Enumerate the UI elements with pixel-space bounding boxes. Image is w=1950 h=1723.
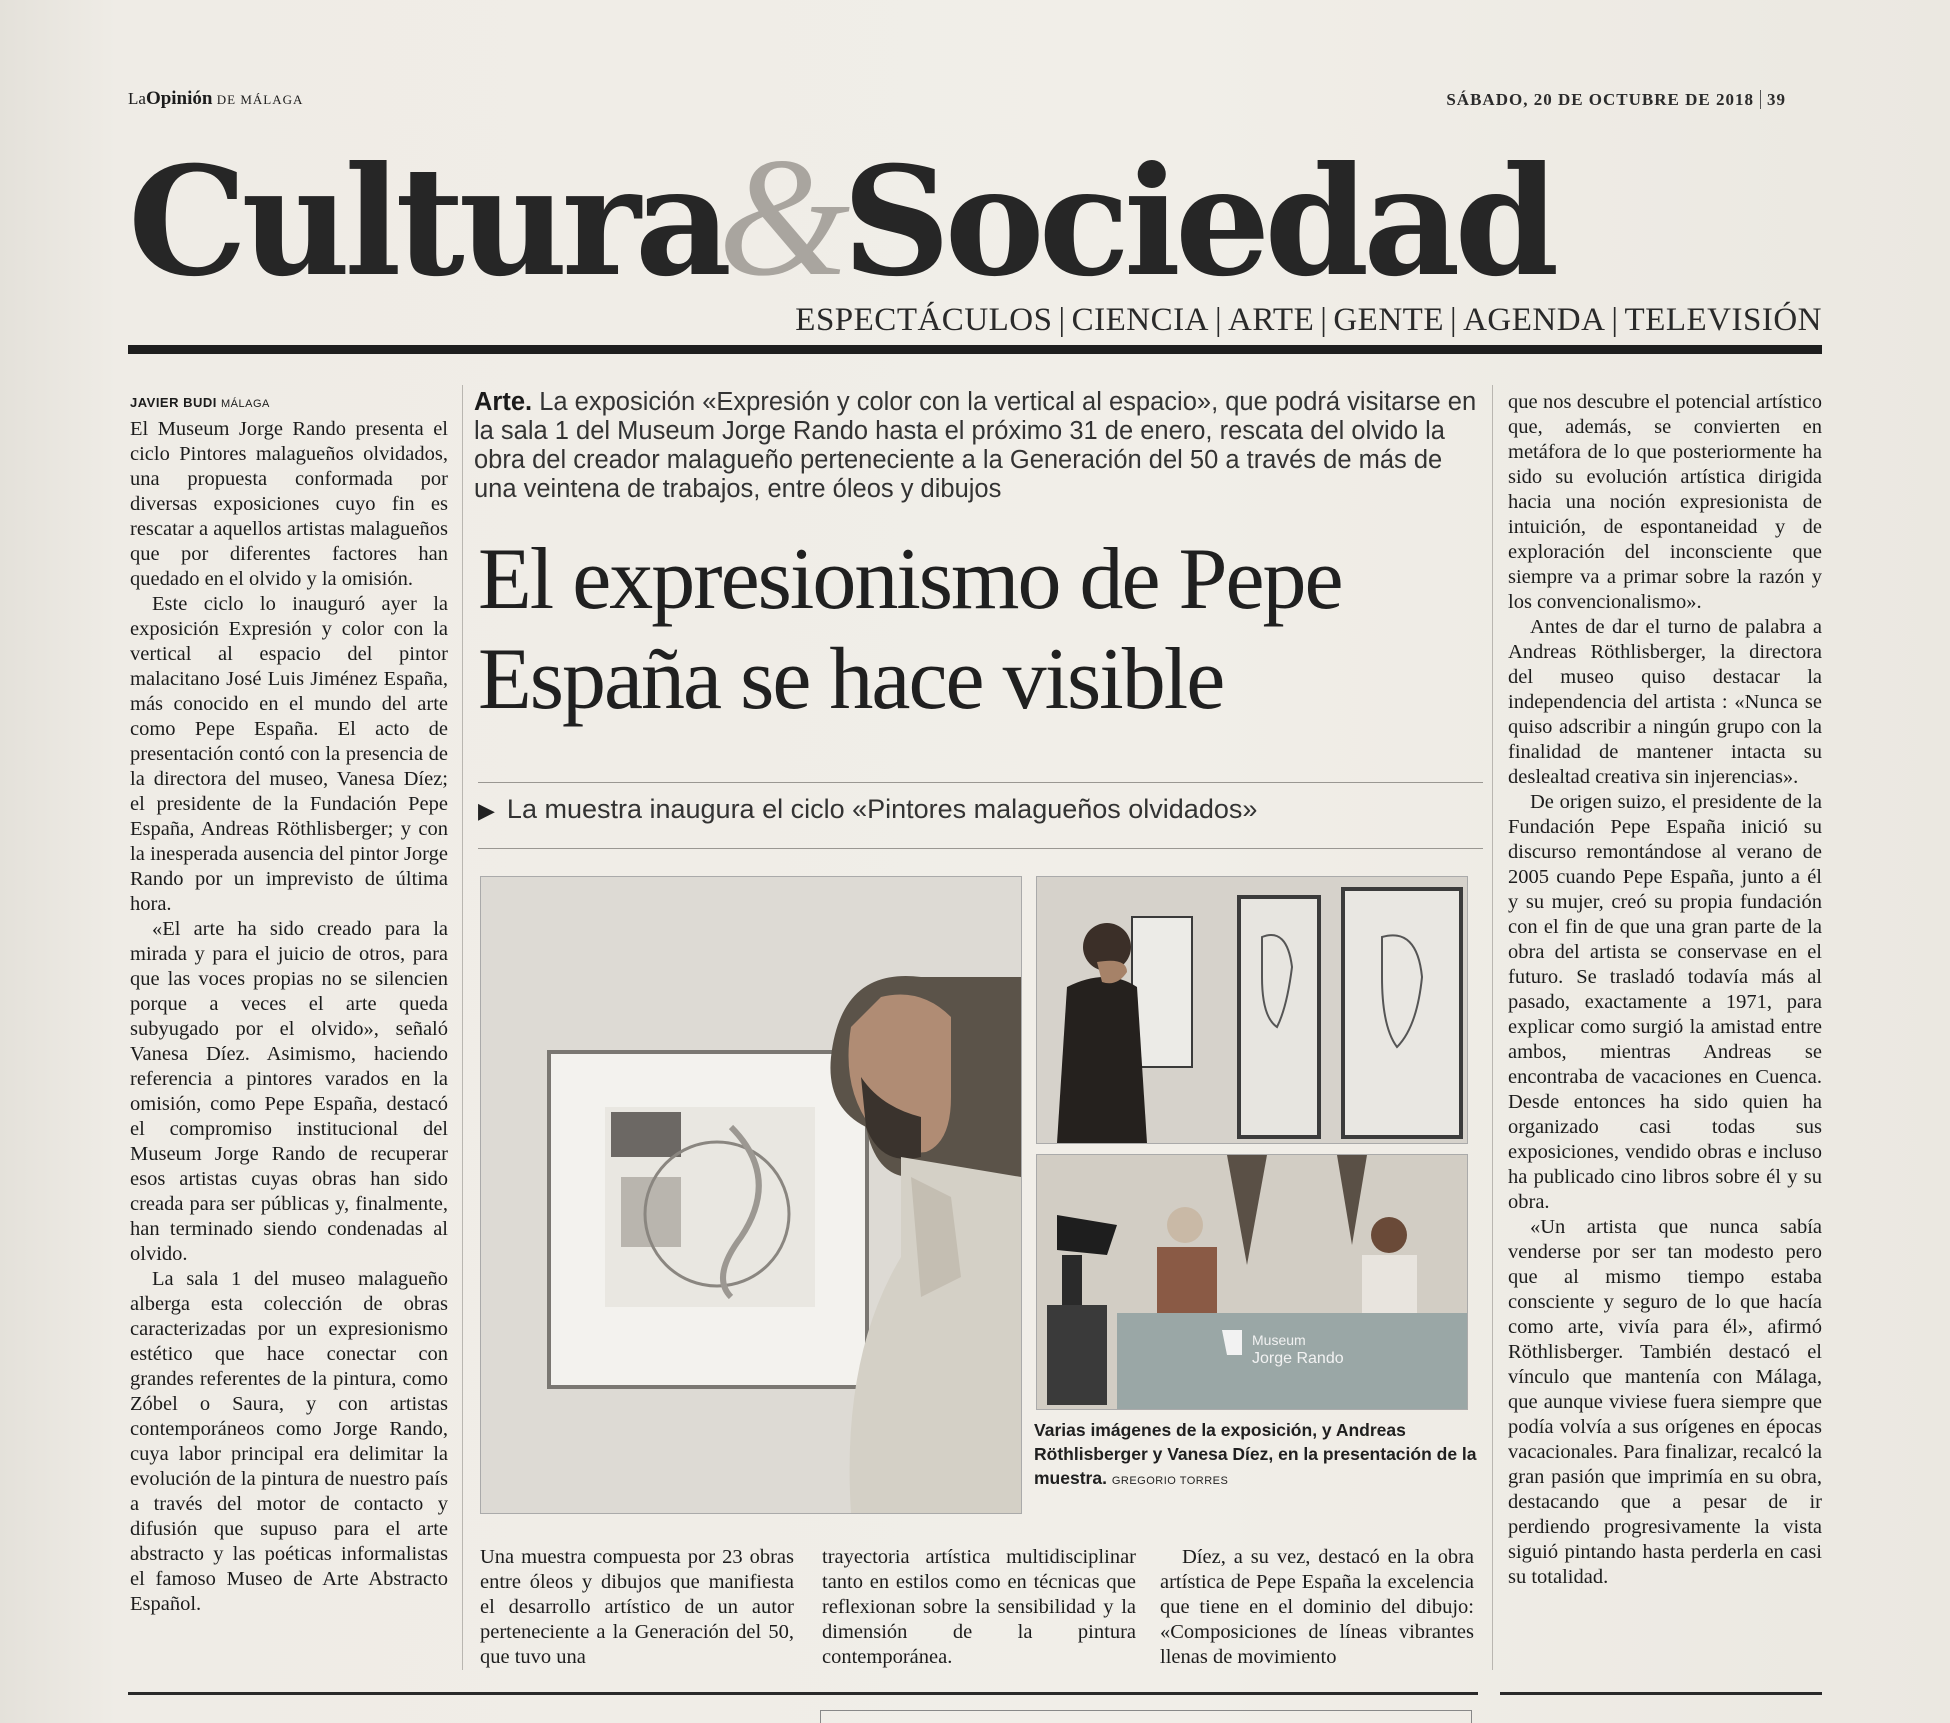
paragraph: trayectoria artística multidisciplinar tanto en estilos como en técnicas que reflexionan sobre la sensibilidad y la dimensión de la pintura contemporánea.	[822, 1546, 1136, 1668]
paragraph: El Museum Jorge Rando presenta el ciclo Pintores malagueños olvidados, una propuesta conformada por diversas exposiciones cuyo fin es rescatar a aquellos artistas malagueños que por diferentes factores han quedado en el olvido y la omisión.	[130, 418, 448, 590]
photo-main-image	[481, 877, 1021, 1513]
byline-author: JAVIER BUDI	[130, 395, 217, 410]
lead-text: La exposición «Expresión y color con la vertical al espacio», que podrá visitarse en la sala 1 del Museum Jorge Rando hasta el próximo 31 de enero, rescata del olvido la obra del creador malagueño perteneciente a la Generación del 50 a través de más de una veintena de trabajos, entre óleos y dibujos	[474, 388, 1477, 503]
footer-rule-left	[128, 1692, 1478, 1695]
paragraph: Este ciclo lo inauguró ayer la exposición Expresión y color con la vertical al espacio del pintor malacitano José Luis Jiménez España, más conocido en el mundo del arte como Pepe España. El acto de presentación contó con la presencia de la directora del museo, Vanesa Díez; el presidente de la Fundación Pepe España, Andreas Röthlisberger; y con la inesperada ausencia del pintor Jorge Rando por un imprevisto de última hora.	[130, 593, 448, 915]
section-item: TELEVISIÓN	[1624, 302, 1822, 338]
lead-paragraph	[474, 388, 1486, 504]
paragraph: Díez, a su vez, destacó en la obra artística de Pepe España la excelencia que tiene en el dominio del dibujo: «Composiciones de líneas vibrantes llenas de movimiento	[1160, 1546, 1474, 1668]
column-divider	[462, 385, 463, 1670]
section-item: ESPECTÁCULOS	[795, 302, 1053, 338]
bottom-column-2	[822, 1545, 1136, 1670]
section-title	[128, 120, 1818, 311]
title-ampersand: &	[718, 123, 851, 311]
subhead-rule-bottom	[478, 848, 1483, 849]
section-item: GENTE	[1333, 302, 1444, 338]
photo-presentation-image	[1037, 1155, 1467, 1409]
footer-rule-right	[1500, 1692, 1822, 1695]
banner-jorge-rando: Jorge Rando	[1252, 1350, 1344, 1367]
date: SÁBADO, 20 DE OCTUBRE DE 2018	[1446, 90, 1754, 109]
column-divider	[1492, 385, 1493, 1670]
page-number: 39	[1760, 90, 1786, 109]
paragraph: que nos descubre el potencial artístico que, además, se convierten en metáfora de lo que posteriormente ha sido su evolución artística dirigida hacia una noción expresionista de intuición, de espontaneidad y de exploración del inconsciente que siempre va a primar sobre la razón y los convencionalismo».	[1508, 391, 1822, 613]
title-sociedad: Sociedad	[842, 134, 1554, 310]
paragraph: «El arte ha sido creado para la mirada y para el juicio de otros, para que las voces propias no se silencien porque a veces el arte queda subyugado por el olvido», señaló Vanesa Díez. Asimismo, haciendo referencia a pintores varados en la omisión, como Pepe España, destacó el compromiso institucional del Museum Jorge Rando de recuperar esos artistas cuyas obras han sido creada para ser públicas y, finalmente, han terminado siendo condenadas al olvido.	[130, 918, 448, 1265]
section-item: AGENDA	[1463, 302, 1606, 338]
header-rule	[128, 345, 1822, 354]
photo-gallery	[1036, 876, 1468, 1144]
right-column	[1508, 390, 1822, 1590]
photo-gallery-image	[1037, 877, 1467, 1143]
lead-kicker: Arte.	[474, 388, 533, 416]
headline: El expresionismo de Pepe España se hace visible	[478, 531, 1342, 728]
subhead	[478, 794, 1257, 825]
section-item: CIENCIA	[1071, 302, 1209, 338]
subhead-rule-top	[478, 782, 1483, 783]
dateline	[1446, 90, 1786, 110]
title-cultura: Cultura	[128, 134, 726, 310]
caption-text: Varias imágenes de la exposición, y Andreas Röthlisberger y Vanesa Díez, en la presentación de la muestra.	[1034, 1420, 1477, 1488]
paragraph: «Un artista que nunca sabía venderse por ser tan modesto pero que al mismo tiempo estaba consciente y seguro de lo que hacía como arte, vivía para él», afirmó Röthlisberger. También destacó el vínculo que mantenía con Málaga, que aunque viviese fuera siempre que podía volvía a sus orígenes en épocas vacacionales. Para finalizar, recalcó la gran pasión que imprimía en su obra, destacando que a pesar de ir perdiendo progresivamente la vista siguió pintando hasta perderla en casi su totalidad.	[1508, 1216, 1822, 1588]
brand-opinion: Opinión	[145, 88, 213, 109]
banner-museum: Museum	[1252, 1332, 1306, 1348]
photo-caption	[1034, 1418, 1484, 1493]
bottom-column-3	[1160, 1545, 1474, 1670]
paragraph: Una muestra compuesta por 23 obras entre óleos y dibujos que manifiesta el desarrollo artístico de un autor perteneciente a la Generación del 50, que tuvo una	[480, 1546, 794, 1668]
caption-credit: GREGORIO TORRES	[1111, 1475, 1229, 1487]
photo-presentation	[1036, 1154, 1468, 1410]
section-item: ARTE	[1228, 302, 1315, 338]
brand-logo	[128, 88, 303, 110]
byline	[130, 390, 448, 417]
byline-location: MÁLAGA	[221, 398, 270, 410]
next-article-box	[820, 1710, 1472, 1723]
brand-sub: DE MÁLAGA	[216, 92, 304, 107]
triangle-bullet-icon: ▶	[478, 798, 495, 823]
paragraph: Antes de dar el turno de palabra a Andreas Röthlisberger, la directora del museo quiso destacar la independencia del artista : «Nunca se quiso adscribir a ningún grupo con la finalidad de mantener intacta su deslealtad creativa sin injerencias».	[1508, 616, 1822, 788]
paragraph: De origen suizo, el presidente de la Fundación Pepe España inició su discurso remontándose al verano de 2005 cuando Pepe España, junto a él y su mujer, creó su propia fundación con el fin de que una gran parte de la obra del artista se conservase en el futuro. Se trasladó todavía más al pasado, exactamente a 1971, para explicar como surgió la amistad entre ambos, mientras Andreas se encontraba de vacaciones en Cuenca. Desde entonces ha sido quien ha organizado casi todas sus exposiciones, vendido obras e incluso ha publicado cino libros sobre él y su obra.	[1508, 791, 1822, 1213]
subhead-text: La muestra inaugura el ciclo «Pintores malagueños olvidados»	[506, 794, 1258, 824]
left-column	[130, 390, 448, 1617]
photo-main	[480, 876, 1022, 1514]
brand-la: La	[128, 89, 146, 108]
section-nav: ESPECTÁCULOS | CIENCIA | ARTE | GENTE | AGENDA | TELEVISIÓN	[795, 302, 1822, 338]
paragraph: La sala 1 del museo malagueño alberga esta colección de obras caracterizadas por un expresionismo estético que hace conectar con grandes referentes de la pintura, como Zóbel o Saura, y con artistas contemporáneos como Jorge Rando, cuya labor principal era delimitar la evolución de la pintura de nuestro país a través del motor de contacto y difusión que supuso para el arte abstracto y las poéticas informalistas el famoso Museo de Arte Abstracto Español.	[130, 1268, 448, 1615]
bottom-column-1	[480, 1545, 794, 1670]
